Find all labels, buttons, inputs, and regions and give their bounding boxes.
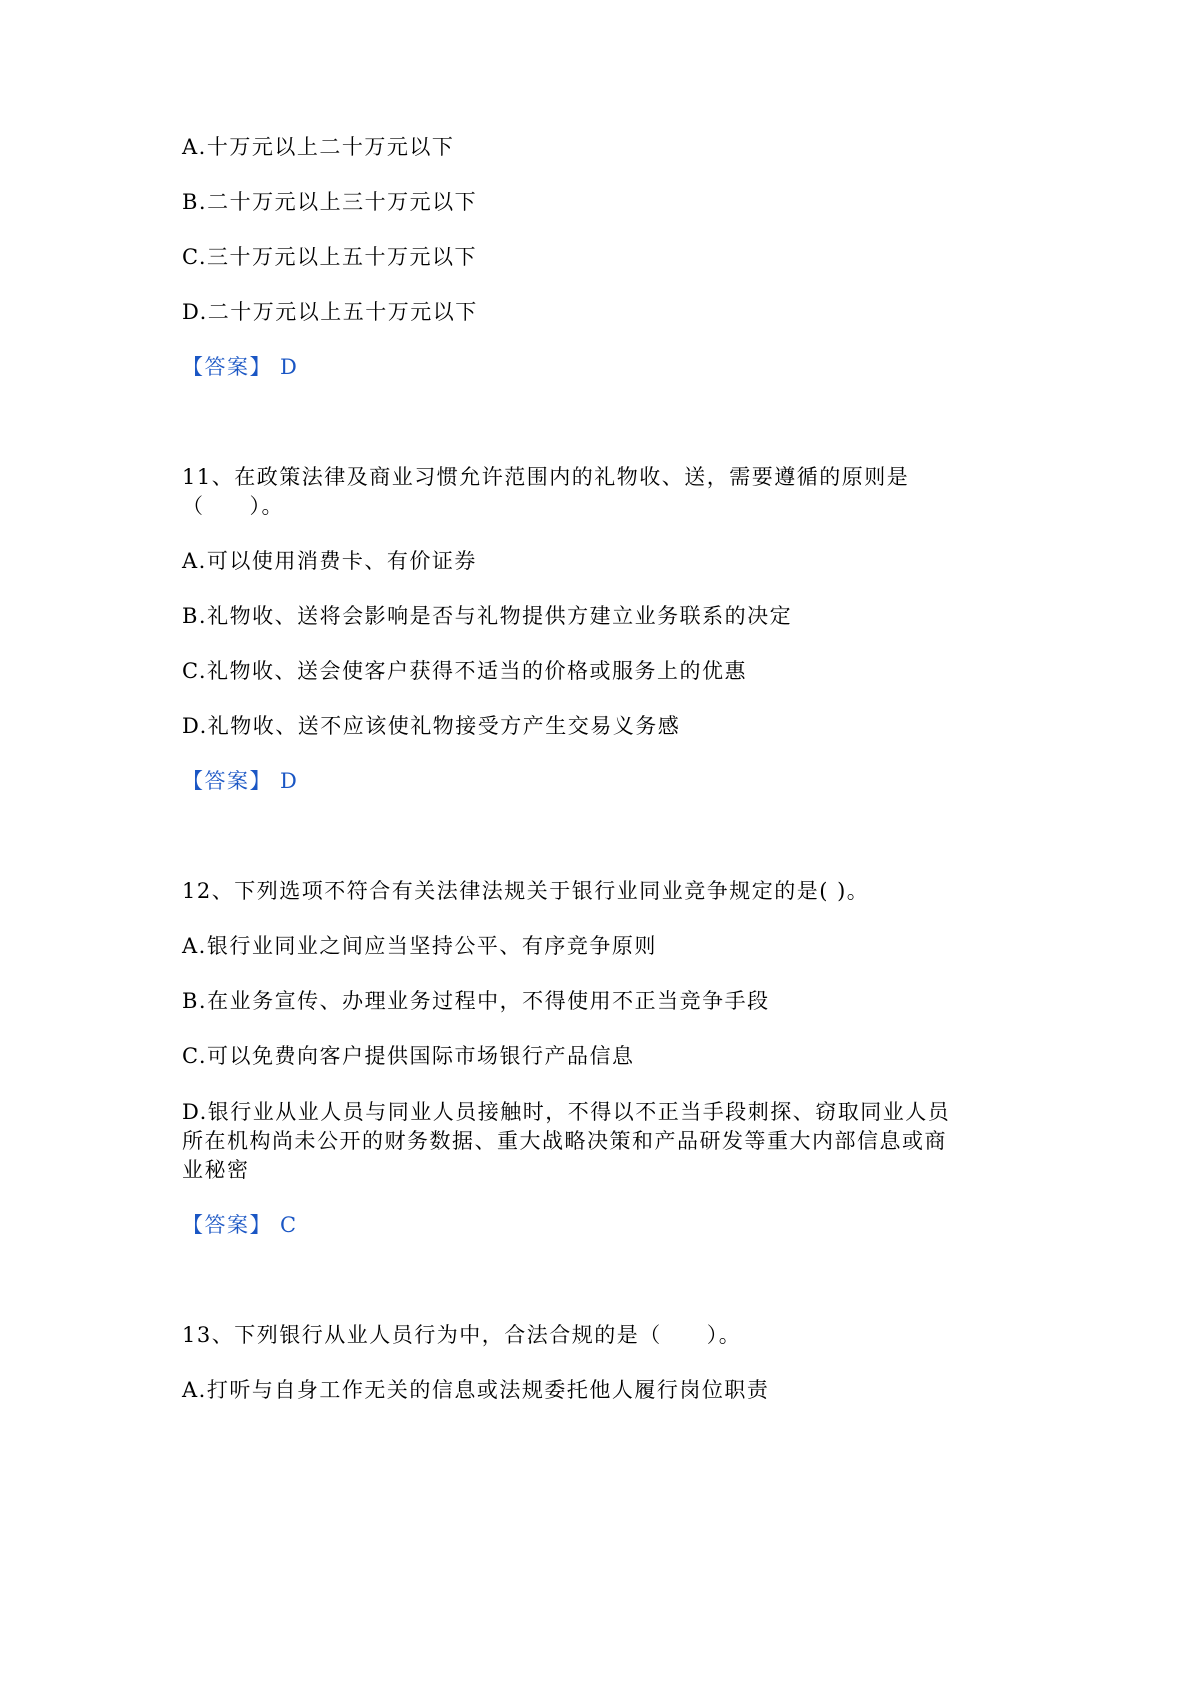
q10-answer xyxy=(182,352,298,382)
q12-option-d-line3: 业秘密 xyxy=(182,1158,250,1182)
q10-option-a: A.十万元以上二十万元以下 xyxy=(182,135,455,159)
q12-option-a: A.银行业同业之间应当坚持公平、有序竞争原则 xyxy=(182,934,657,958)
q11-option-c: C.礼物收、送会使客户获得不适当的价格或服务上的优惠 xyxy=(182,659,747,683)
q12-option-d-line2: 所在机构尚未公开的财务数据、重大战略决策和产品研发等重大内部信息或商 xyxy=(182,1129,947,1153)
q11-stem-line1: 11、在政策法律及商业习惯允许范围内的礼物收、送，需要遵循的原则是 xyxy=(182,465,910,489)
answer-label: 【答案】 xyxy=(182,355,272,379)
q11-option-b: B.礼物收、送将会影响是否与礼物提供方建立业务联系的决定 xyxy=(182,604,793,628)
answer-value: C xyxy=(280,1213,298,1237)
q12-option-d-line1: D.银行业从业人员与同业人员接触时，不得以不正当手段刺探、窃取同业人员 xyxy=(182,1100,951,1124)
answer-label: 【答案】 xyxy=(182,1213,272,1237)
q12-option-b: B.在业务宣传、办理业务过程中，不得使用不正当竞争手段 xyxy=(182,989,770,1013)
q11-option-a: A.可以使用消费卡、有价证券 xyxy=(182,549,477,573)
q11-option-d: D.礼物收、送不应该使礼物接受方产生交易义务感 xyxy=(182,714,681,738)
q10-option-c: C.三十万元以上五十万元以下 xyxy=(182,245,477,269)
q13-option-a: A.打听与自身工作无关的信息或法规委托他人履行岗位职责 xyxy=(182,1378,770,1402)
answer-label: 【答案】 xyxy=(182,769,272,793)
q11-stem-line2: （ ）。 xyxy=(182,494,284,518)
q13-stem: 13、下列银行从业人员行为中，合法合规的是（ ）。 xyxy=(182,1323,742,1347)
q12-stem: 12、下列选项不符合有关法律法规关于银行业同业竞争规定的是( )。 xyxy=(182,879,870,903)
q11-answer xyxy=(182,766,298,796)
q12-answer xyxy=(182,1210,298,1240)
q10-option-d: D.二十万元以上五十万元以下 xyxy=(182,300,478,324)
answer-value: D xyxy=(280,355,299,379)
q10-option-b: B.二十万元以上三十万元以下 xyxy=(182,190,478,214)
answer-value: D xyxy=(280,769,299,793)
q12-option-c: C.可以免费向客户提供国际市场银行产品信息 xyxy=(182,1044,635,1068)
